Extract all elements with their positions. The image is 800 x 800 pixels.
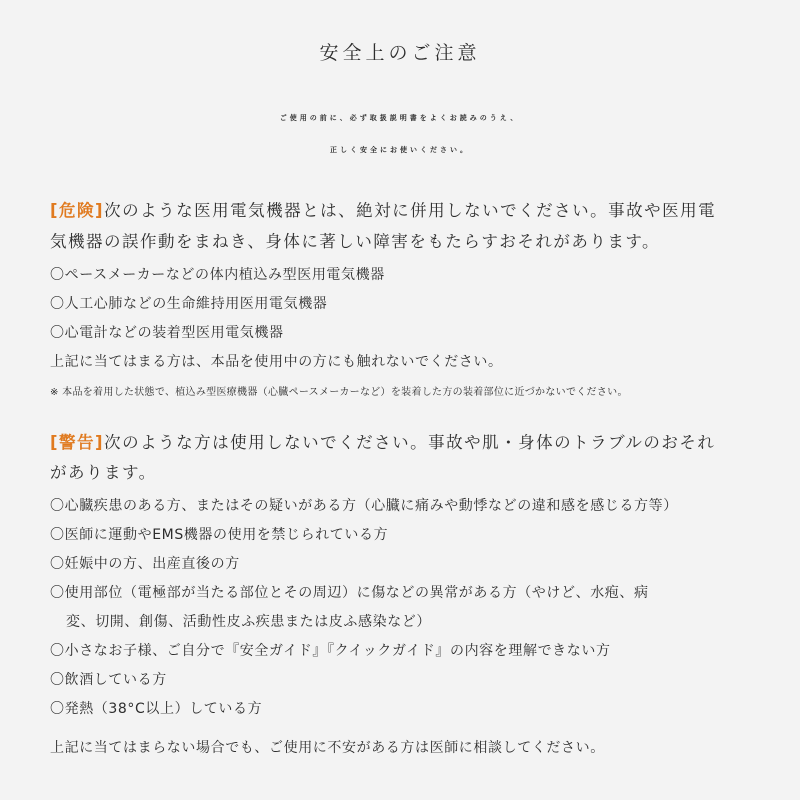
- warning-item-2: 〇医師に運動やEMS機器の使用を禁じられている方: [50, 527, 389, 543]
- warning-closing: 上記に当てはまらない場合でも、ご使用に不安がある方は医師に相談してください。: [50, 740, 605, 756]
- subtitle-line-1: ご使用の前に、必ず取扱説明書をよくお読みのうえ、: [279, 114, 521, 122]
- subtitle-line-2: 正しく安全にお使いください。: [330, 146, 470, 154]
- danger-intro-text-1: 次のような医用電気機器とは、絶対に併用しないでください。事故や医用電: [104, 201, 717, 220]
- warning-item-3: 〇妊娠中の方、出産直後の方: [50, 556, 240, 572]
- danger-intro-line-2: 気機器の誤作動をまねき、身体に著しい障害をもたらすおそれがあります。: [50, 232, 661, 251]
- warning-tag: [警告]: [50, 433, 105, 452]
- danger-tag: [危険]: [50, 201, 105, 220]
- danger-intro-line-1: [50, 197, 716, 221]
- danger-closing: 上記に当てはまる方は、本品を使用中の方にも触れないでください。: [50, 354, 503, 370]
- warning-item-4-continued: 変、切開、創傷、活動性皮ふ疾患または皮ふ感染など）: [66, 614, 431, 630]
- danger-item-2: 〇人工心肺などの生命維持用医用電気機器: [50, 296, 328, 312]
- danger-item-3: 〇心電計などの装着型医用電気機器: [50, 325, 284, 341]
- danger-item-1: 〇ペースメーカーなどの体内植込み型医用電気機器: [50, 267, 385, 283]
- warning-intro-line-2: があります。: [50, 463, 157, 482]
- warning-item-5: 〇小さなお子様、ご自分で『安全ガイド』『クイックガイド』の内容を理解できない方: [50, 643, 611, 659]
- warning-intro-text-1: 次のような方は使用しないでください。事故や肌・身体のトラブルのおそれ: [104, 433, 716, 452]
- warning-item-7: 〇発熱（38°C以上）している方: [50, 701, 263, 717]
- page-title: 安全上のご注意: [319, 42, 481, 64]
- warning-item-4: 〇使用部位（電極部が当たる部位とその周辺）に傷などの異常がある方（やけど、水疱、病: [50, 585, 649, 601]
- warning-intro-line-1: [50, 429, 715, 453]
- warning-item-1: 〇心臓疾患のある方、またはその疑いがある方（心臓に痛みや動悸などの違和感を感じる方等）: [50, 498, 678, 514]
- warning-item-6: 〇飲酒している方: [50, 672, 167, 688]
- danger-note: ※ 本品を着用した状態で、植込み型医療機器（心臓ペースメーカーなど）を装着した方の装着部位に近づかないでください。: [50, 387, 628, 398]
